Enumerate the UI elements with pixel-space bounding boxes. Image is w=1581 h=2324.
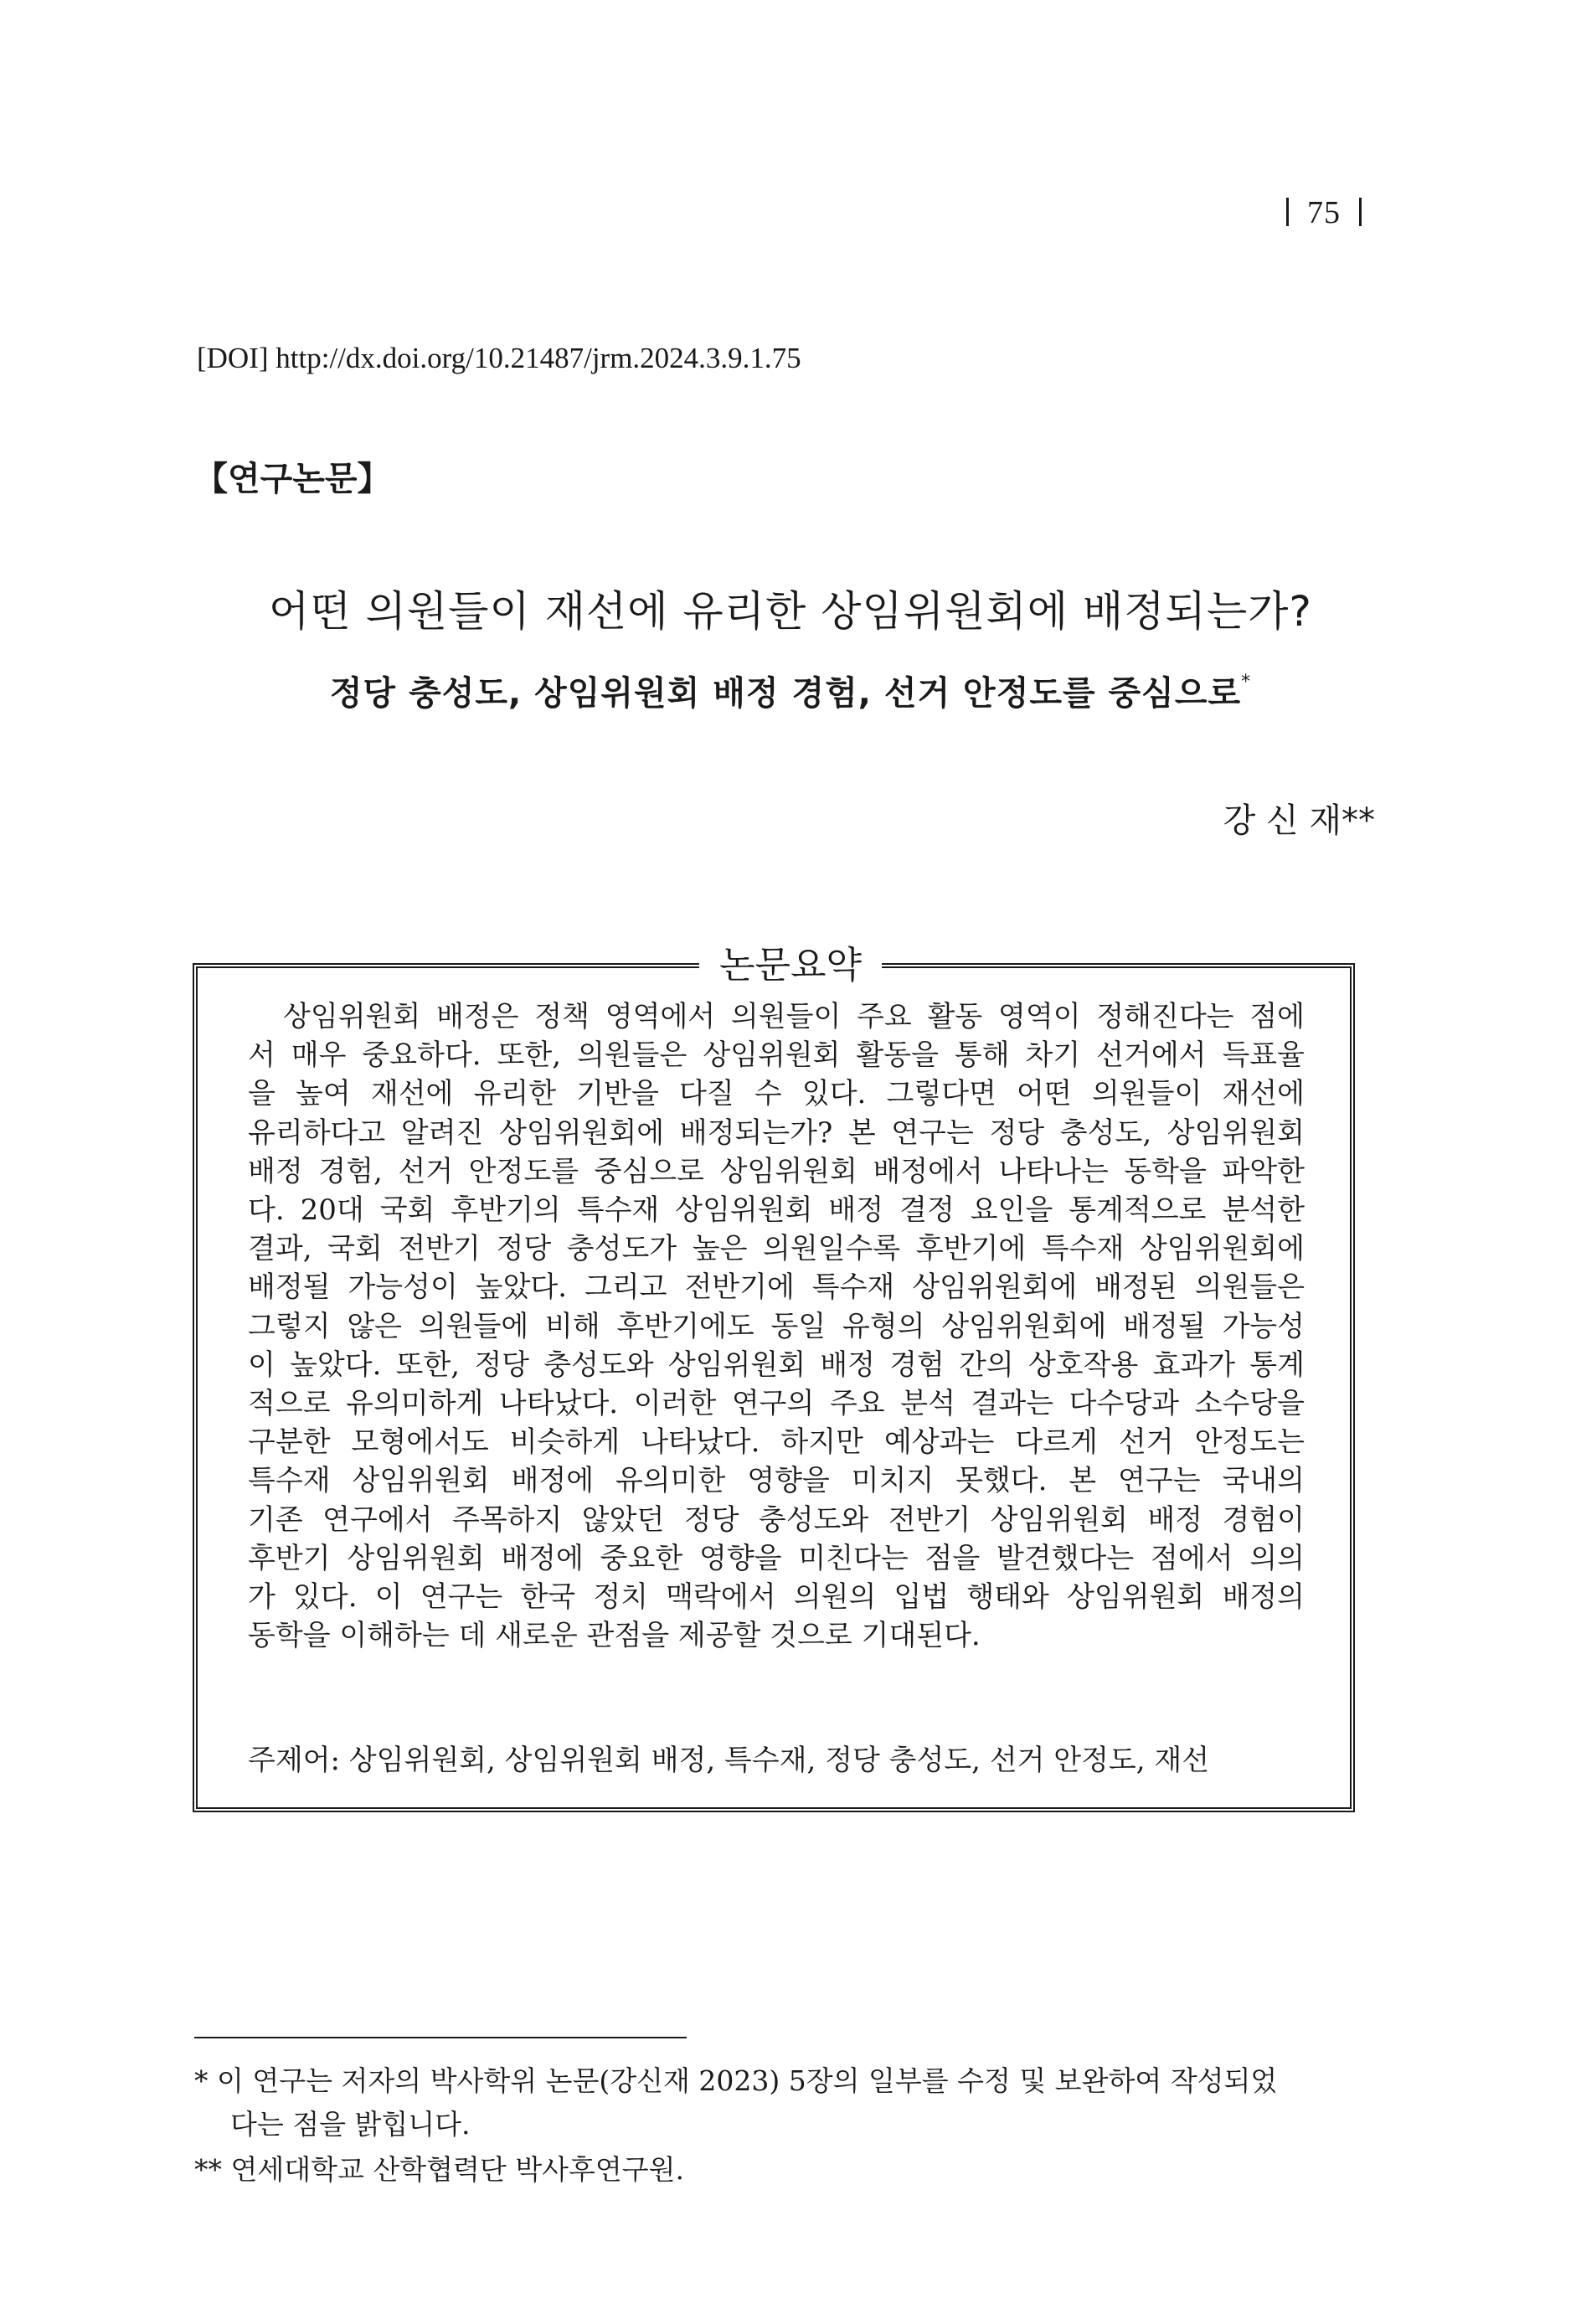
abstract-body (248, 997, 1305, 1655)
abstract-line: 그렇지 않은 의원들에 비해 후반기에도 동일 유형의 상임위원회에 배정될 가능성 (248, 1309, 1305, 1343)
abstract-line: 가 있다. 이 연구는 한국 정치 맥락에서 의원의 입법 행태와 상임위원회 배정의 (248, 1580, 1305, 1615)
paper-subtitle-text: 정당 충성도, 상임위원회 배정 경험, 선거 안정도를 중심으로 (329, 674, 1242, 713)
page-number (1268, 194, 1380, 231)
page-number-value: 75 (1307, 195, 1341, 230)
abstract-line: 을 높여 재선에 유리한 기반을 다질 수 있다. 그렇다면 어떤 의원들이 재선에 (248, 1077, 1305, 1111)
abstract-line: 구분한 모형에서도 비슷하게 나타났다. 하지만 예상과는 다르게 선거 안정도는 (248, 1425, 1305, 1460)
subtitle-footnote-mark: * (1241, 671, 1252, 693)
abstract-line: 특수재 상임위원회 배정에 유의미한 영향을 미치지 못했다. 본 연구는 국내의 (248, 1464, 1305, 1498)
article-category: 【연구논문】 (194, 460, 391, 498)
abstract-line: 이 높았다. 또한, 정당 충성도와 상임위원회 배정 경험 간의 상호작용 효과가 통계 (248, 1348, 1305, 1382)
abstract-line: 동학을 이해하는 데 새로운 관점을 제공할 것으로 기대된다. (248, 1619, 981, 1653)
footnote-2: ** 연세대학교 산학협력단 박사후연구원. (194, 2153, 685, 2186)
doi-line: [DOI] http://dx.doi.org/10.21487/jrm.2024.3.9.1.75 (197, 342, 801, 374)
abstract-line: 적으로 유의미하게 나타났다. 이러한 연구의 주요 분석 결과는 다수당과 소수당을 (248, 1387, 1305, 1421)
abstract-line: 다. 20대 국회 후반기의 특수재 상임위원회 배정 결정 요인을 통계적으로 분석한 (248, 1193, 1305, 1228)
abstract-heading-text: 논문요약 (699, 944, 882, 987)
paper-subtitle (0, 667, 1581, 714)
keywords: 주제어: 상임위원회, 상임위원회 배정, 특수재, 정당 충성도, 선거 안정도, 재선 (248, 1744, 1210, 1777)
abstract-line: 배정될 가능성이 높았다. 그리고 전반기에 특수재 상임위원회에 배정된 의원들은 (248, 1270, 1305, 1305)
footnote-1: * 이 연구는 저자의 박사학위 논문(강신재 2023) 5장의 일부를 수정 및 보완하여 작성되었 (194, 2064, 1278, 2097)
abstract-line: 결과, 국회 전반기 정당 충성도가 높은 의원일수록 후반기에 특수재 상임위원회에 (248, 1232, 1305, 1266)
abstract-line: 후반기 상임위원회 배정에 중요한 영향을 미친다는 점을 발견했다는 점에서 의의 (248, 1541, 1305, 1575)
footnote-1-continued: 다는 점을 밝힙니다. (230, 2108, 471, 2141)
footnote-divider (194, 2037, 687, 2038)
abstract-line: 배정 경험, 선거 안정도를 중심으로 상임위원회 배정에서 나타나는 동학을 파악한 (248, 1154, 1305, 1188)
abstract-line: 기존 연구에서 주목하지 않았던 정당 충성도와 전반기 상임위원회 배정 경험이 (248, 1502, 1305, 1537)
author-name: 강 신 재** (1223, 801, 1375, 840)
paper-title: 어떤 의원들이 재선에 유리한 상임위원회에 배정되는가? (269, 587, 1312, 636)
abstract-line: 상임위원회 배정은 정책 영역에서 의원들이 주요 활동 영역이 정해진다는 점에 (283, 1000, 1305, 1033)
page-number-left-bar (1286, 198, 1289, 226)
abstract-line: 서 매우 중요하다. 또한, 의원들은 상임위원회 활동을 통해 차기 선거에서 득표율 (248, 1038, 1305, 1073)
abstract-line: 유리하다고 알려진 상임위원회에 배정되는가? 본 연구는 정당 충성도, 상임위원회 (248, 1116, 1305, 1150)
abstract-heading (0, 935, 1581, 988)
page-number-right-bar (1359, 198, 1362, 226)
